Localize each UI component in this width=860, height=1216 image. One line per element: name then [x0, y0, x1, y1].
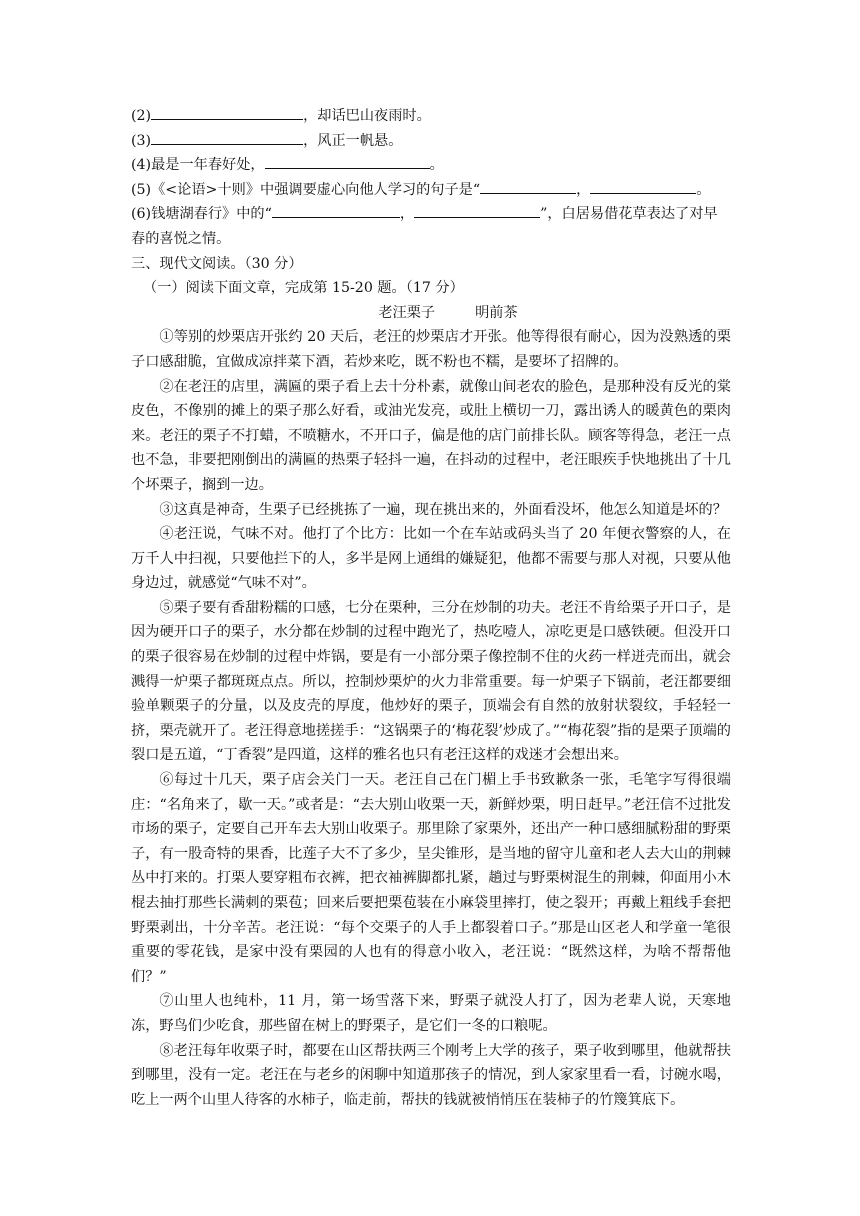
line-text: 钱塘湖春行》中的“: [151, 206, 272, 223]
question-number: (2): [131, 108, 152, 124]
paragraph: ③这真是神奇，生栗子已经挑拣了一遍，现在挑出来的，外面看没坏，他怎么知道是坏的？: [159, 501, 727, 518]
fill-line-2: [131, 104, 731, 129]
answer-blank[interactable]: [272, 202, 400, 218]
question-number: (6): [131, 206, 152, 223]
paragraph: ②在老汪的店里，满匾的栗子看上去十分朴素，就像山间老农的脸色，是那种没有反光的棠皮色，不像别的摊上的栗子那么好看，或油光发亮，或肚上横切一刀，露出诱人的暖黄色的栗肉来。老汪的栗子不打蜡，不喷糖水，不开口子，偏是他的店门前排长队。顾客等得急，老汪一点也不急，非要把刚倒出的满匾的热栗子轻抖一遍，在抖动的过程中，老汪眼疾手快地挑出了十几个坏栗子，搁到一边。: [131, 378, 731, 493]
question-number: (5): [131, 181, 152, 198]
answer-blank[interactable]: [151, 129, 303, 145]
section-heading: 三、现代文阅读。（30 分）: [131, 255, 303, 272]
fill-line-5: [131, 178, 731, 203]
paragraph: ⑤栗子要有香甜粉糯的口感，七分在栗种，三分在炒制的功夫。老汪不肯给栗子开口子，是因为硬开口子的栗子，水分都在炒制的过程中跑光了，热吃噎人，凉吃更是口感铁硬。但没开口的栗子很容易在炒制的过程中炸锅，要是有一小部分栗子像控制不住的火药一样迸壳而出，就会溅得一炉栗子都斑斑点点。所以，控制炒栗炉的火力非常重要。每一炉栗子下锅前，老汪都要细验单颗栗子的分量，以及皮壳的厚度，他炒好的栗子，顶端会有自然的放射状裂纹，手轻轻一挤，栗壳就开了。老汪得意地搓搓手：“这锅栗子的‘梅花裂’炒成了。”“梅花裂”指的是栗子顶端的裂口是五道，“丁香裂”是四道，这样的雅名也只有老汪这样的戏迷才会想出来。: [131, 599, 731, 764]
paragraph: ⑧老汪每年收栗子时，都要在山区帮扶两三个刚考上大学的孩子，栗子收到哪里，他就帮扶到哪里，没有一定。老汪在与老乡的闲聊中知道那孩子的情况，到人家家里看一看，讨碗水喝，吃上一两个山里人待客的水柿子，临走前，帮扶的钱就被悄悄压在装柿子的竹篾箕底下。: [131, 1042, 731, 1108]
line-text: ，: [576, 181, 591, 198]
paragraph: ⑥每过十几天，栗子店会关门一天。老汪自己在门楣上手书致歉条一张，毛笔字写得很端庄：“名角来了，歇一天。”或者是：“去大别山收栗一天，新鲜炒栗，明日赶早。”老汪信不过批发市场的栗子，定要自己开车去大别山收栗子。那里除了家栗外，还出产一种口感细腻粉甜的野栗子，有一股奇特的果香，比莲子大不了多少，呈尖锥形，是当地的留守儿童和老人去大山的荆棘丛中打来的。打栗人要穿粗布衣裤，把衣袖裤脚都扎紧，趟过与野栗树混生的荆棘，仰面用小木棍去抽打那些长满刺的栗苞；回来后要把栗苞装在小麻袋里摔打，使之裂开；再戴上粗线手套把野栗剥出，十分辛苦。老汪说：“每个交栗子的人手上都裂着口子。”那是山区老人和学童一笔很重要的零花钱，是家中没有栗园的人也有的得意小收入，老汪说：“既然这样，为啥不帮帮他们？”: [131, 772, 731, 985]
article-title: 老汪栗子: [378, 304, 436, 321]
question-number: (4): [131, 157, 152, 174]
line-text: 《<论语>十则》中强调要虚心向他人学习的句子是“: [151, 181, 481, 198]
answer-blank[interactable]: [265, 153, 430, 169]
article-author: 明前茶: [475, 304, 518, 321]
answer-blank[interactable]: [151, 104, 303, 120]
answer-blank[interactable]: [414, 202, 540, 218]
question-number: (3): [131, 132, 152, 149]
paragraph: ①等别的炒栗店开张约 20 天后，老汪的炒栗店才开张。他等得很有耐心，因为没熟透的栗子口感甜脆，宜做成凉拌菜下酒，若炒来吃，既不粉也不糯，是要坏了招牌的。: [131, 329, 731, 370]
line-text: 。: [429, 157, 444, 174]
fill-line-3: [131, 129, 731, 154]
fill-line-4: [131, 153, 731, 178]
fill-line-6: [131, 202, 731, 227]
line-text: ，: [399, 206, 415, 223]
article-title-line: [131, 301, 731, 326]
paragraph: ④老汪说，气味不对。他打了个比方：比如一个在车站或码头当了 20 年便衣警察的人，在万千人中扫视，只要他拦下的人，多半是网上通缉的嫌疑犯，他都不需要与那人对视，只要从他身边过，就感觉“气味不对”。: [131, 526, 731, 592]
paragraph: ⑦山里人也纯朴，11 月，第一场雪落下来，野栗子就没人打了，因为老辈人说，天寒地冻，野鸟们少吃食，那些留在树上的野栗子，是它们一冬的口粮呢。: [131, 993, 731, 1034]
line-text: ”，白居易借花草表达了对早: [540, 206, 718, 223]
part-heading: （一）阅读下面文章，完成第 15-20 题。（17 分）: [143, 280, 464, 297]
answer-blank[interactable]: [480, 178, 576, 194]
exam-page: [131, 104, 731, 1112]
fill-line-6-continued: 春的喜悦之情。: [131, 230, 231, 247]
line-text: ，却话巴山夜雨时。: [303, 108, 431, 124]
line-text: ，风正一帆悬。: [303, 132, 403, 149]
line-text: 。: [696, 181, 711, 198]
line-text: 最是一年春好处，: [151, 157, 265, 174]
answer-blank[interactable]: [590, 178, 696, 194]
